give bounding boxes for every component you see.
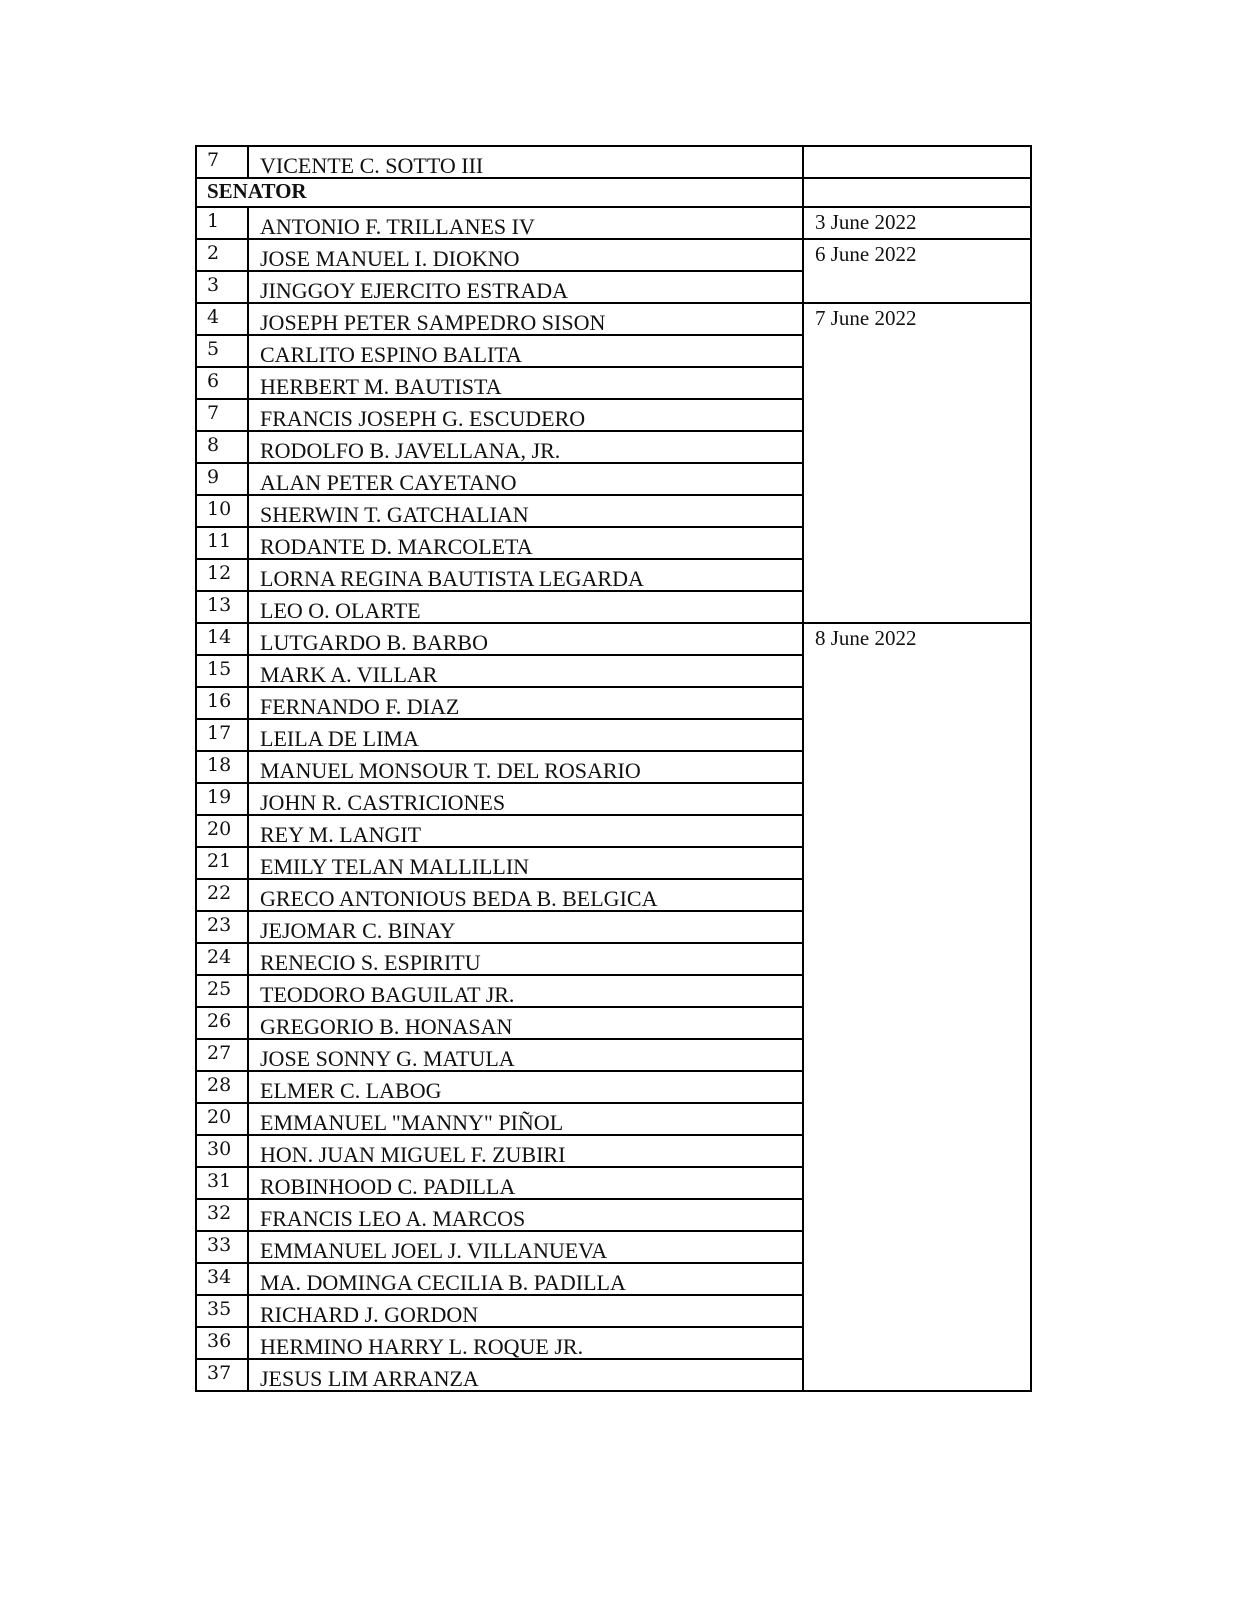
senator-name: LEO O. OLARTE xyxy=(248,591,803,623)
section-row xyxy=(196,178,1031,207)
senator-name: RODOLFO B. JAVELLANA, JR. xyxy=(248,431,803,463)
senator-number: 11 xyxy=(196,527,248,559)
senator-number: 24 xyxy=(196,943,248,975)
senator-name: HERBERT M. BAUTISTA xyxy=(248,367,803,399)
senator-name: HON. JUAN MIGUEL F. ZUBIRI xyxy=(248,1135,803,1167)
senator-name: JINGGOY EJERCITO ESTRADA xyxy=(248,271,803,303)
senator-name: MA. DOMINGA CECILIA B. PADILLA xyxy=(248,1263,803,1295)
senator-number: 5 xyxy=(196,335,248,367)
senator-number: 22 xyxy=(196,879,248,911)
senator-name: FRANCIS JOSEPH G. ESCUDERO xyxy=(248,399,803,431)
senator-name: EMMANUEL "MANNY" PIÑOL xyxy=(248,1103,803,1135)
table-row xyxy=(196,303,1031,335)
senator-number: 12 xyxy=(196,559,248,591)
senator-name: EMILY TELAN MALLILLIN xyxy=(248,847,803,879)
row-number: 7 xyxy=(196,146,248,178)
senator-number: 35 xyxy=(196,1295,248,1327)
senator-number: 4 xyxy=(196,303,248,335)
senator-number: 34 xyxy=(196,1263,248,1295)
senator-number: 36 xyxy=(196,1327,248,1359)
senator-number: 20 xyxy=(196,1103,248,1135)
senator-number: 7 xyxy=(196,399,248,431)
senator-name: GREGORIO B. HONASAN xyxy=(248,1007,803,1039)
senator-name: JEJOMAR C. BINAY xyxy=(248,911,803,943)
senator-number: 27 xyxy=(196,1039,248,1071)
senator-number: 9 xyxy=(196,463,248,495)
filing-date: 7 June 2022 xyxy=(803,303,1031,623)
senator-name: JOSE SONNY G. MATULA xyxy=(248,1039,803,1071)
senator-name: MARK A. VILLAR xyxy=(248,655,803,687)
senator-name: JOSEPH PETER SAMPEDRO SISON xyxy=(248,303,803,335)
senator-name: MANUEL MONSOUR T. DEL ROSARIO xyxy=(248,751,803,783)
senator-name: JOHN R. CASTRICIONES xyxy=(248,783,803,815)
filing-date: 8 June 2022 xyxy=(803,623,1031,1391)
senator-number: 37 xyxy=(196,1359,248,1391)
senator-number: 13 xyxy=(196,591,248,623)
senator-name: TEODORO BAGUILAT JR. xyxy=(248,975,803,1007)
roster-table xyxy=(195,145,1032,1392)
senator-name: RICHARD J. GORDON xyxy=(248,1295,803,1327)
senator-name: CARLITO ESPINO BALITA xyxy=(248,335,803,367)
table-row xyxy=(196,207,1031,239)
senator-name: SHERWIN T. GATCHALIAN xyxy=(248,495,803,527)
senator-number: 8 xyxy=(196,431,248,463)
senator-number: 25 xyxy=(196,975,248,1007)
senator-name: ELMER C. LABOG xyxy=(248,1071,803,1103)
senator-name: EMMANUEL JOEL J. VILLANUEVA xyxy=(248,1231,803,1263)
senator-number: 33 xyxy=(196,1231,248,1263)
senator-number: 3 xyxy=(196,271,248,303)
senator-name: REY M. LANGIT xyxy=(248,815,803,847)
table-row xyxy=(196,623,1031,655)
senator-number: 14 xyxy=(196,623,248,655)
row-name: VICENTE C. SOTTO III xyxy=(248,146,803,178)
senator-number: 28 xyxy=(196,1071,248,1103)
senator-number: 6 xyxy=(196,367,248,399)
senator-name: LEILA DE LIMA xyxy=(248,719,803,751)
senator-number: 2 xyxy=(196,239,248,271)
senator-name: FERNANDO F. DIAZ xyxy=(248,687,803,719)
senator-number: 1 xyxy=(196,207,248,239)
senator-name: JESUS LIM ARRANZA xyxy=(248,1359,803,1391)
senator-number: 18 xyxy=(196,751,248,783)
senator-name: LORNA REGINA BAUTISTA LEGARDA xyxy=(248,559,803,591)
senator-name: LUTGARDO B. BARBO xyxy=(248,623,803,655)
senator-number: 23 xyxy=(196,911,248,943)
senator-number: 20 xyxy=(196,815,248,847)
senator-name: GRECO ANTONIOUS BEDA B. BELGICA xyxy=(248,879,803,911)
table-row xyxy=(196,239,1031,271)
senator-number: 10 xyxy=(196,495,248,527)
senator-name: FRANCIS LEO A. MARCOS xyxy=(248,1199,803,1231)
senator-number: 26 xyxy=(196,1007,248,1039)
table-row xyxy=(196,146,1031,178)
senator-name: ROBINHOOD C. PADILLA xyxy=(248,1167,803,1199)
senator-number: 15 xyxy=(196,655,248,687)
senator-number: 32 xyxy=(196,1199,248,1231)
senator-name: ANTONIO F. TRILLANES IV xyxy=(248,207,803,239)
senator-name: ALAN PETER CAYETANO xyxy=(248,463,803,495)
senator-name: JOSE MANUEL I. DIOKNO xyxy=(248,239,803,271)
filing-date: 6 June 2022 xyxy=(803,239,1031,303)
senator-number: 21 xyxy=(196,847,248,879)
senator-number: 17 xyxy=(196,719,248,751)
section-heading: SENATOR xyxy=(196,178,803,207)
senator-name: RENECIO S. ESPIRITU xyxy=(248,943,803,975)
senator-name: RODANTE D. MARCOLETA xyxy=(248,527,803,559)
row-date xyxy=(803,146,1031,178)
senator-number: 31 xyxy=(196,1167,248,1199)
senator-number: 16 xyxy=(196,687,248,719)
senator-name: HERMINO HARRY L. ROQUE JR. xyxy=(248,1327,803,1359)
senator-number: 19 xyxy=(196,783,248,815)
senator-number: 30 xyxy=(196,1135,248,1167)
roster-body xyxy=(196,146,1031,1391)
filing-date: 3 June 2022 xyxy=(803,207,1031,239)
section-date-cell xyxy=(803,178,1031,207)
